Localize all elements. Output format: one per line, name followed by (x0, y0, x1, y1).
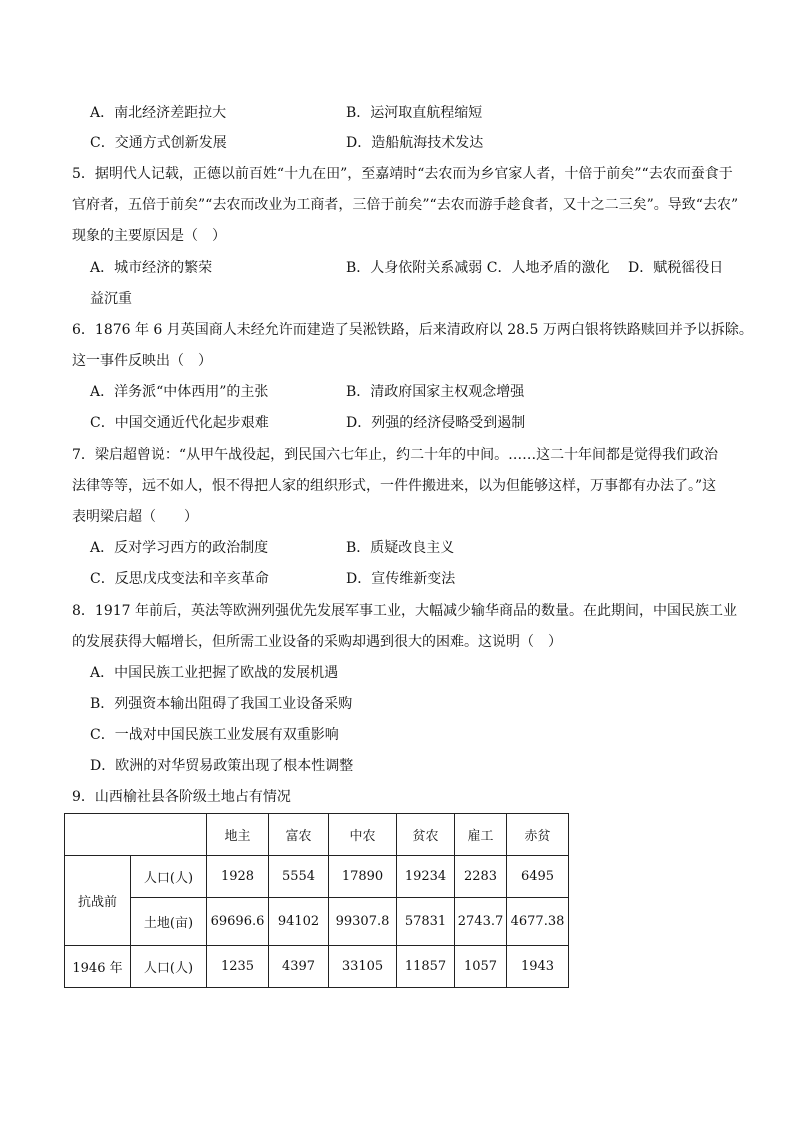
q8-option-a: A．中国民族工业把握了欧战的发展机遇 (90, 665, 339, 681)
q6-option-d: D．列强的经济侵略受到遏制 (346, 415, 526, 431)
header-cell: 富农 (269, 814, 329, 856)
q7-stem-line-3: 表明梁启超（ ） (72, 509, 198, 525)
q8-option-d: D．欧洲的对华贸易政策出现了根本性调整 (90, 758, 354, 774)
header-cell: 贫农 (397, 814, 455, 856)
q4-option-b: B．运河取直航程缩短 (346, 105, 483, 121)
q7-stem-line-1: 7．梁启超曾说：“从甲午战役起，到民国六七年止，约二十年的中间。……这二十年间都是觉得我们政治 (72, 447, 719, 463)
q6-option-c: C．中国交通近代化起步艰难 (90, 415, 269, 431)
header-cell: 中农 (329, 814, 397, 856)
q7-option-c: C．反思戊戌变法和辛亥革命 (90, 571, 269, 587)
q4-option-d: D．造船航海技术发达 (346, 135, 484, 151)
data-cell: 99307.8 (329, 898, 397, 946)
q5-option-d-wrap: 益沉重 (90, 291, 132, 307)
q6-option-a: A．洋务派“中体西用”的主张 (90, 384, 269, 400)
land-ownership-table (64, 813, 569, 988)
header-cell: 雇工 (455, 814, 507, 856)
q7-option-d: D．宣传维新变法 (346, 571, 456, 587)
q9-title: 9．山西榆社县各阶级土地占有情况 (72, 789, 291, 805)
q6-stem-line-2: 这一事件反映出（ ） (72, 353, 212, 369)
row-label-cell: 人口(人) (131, 946, 207, 988)
q6-stem-line-1: 6．1876 年 6 月英国商人未经允许而建造了吴淞铁路，后来清政府以 28.5 万两白银将铁路赎回并予以拆除。 (72, 322, 753, 338)
q4-option-c: C．交通方式创新发展 (90, 135, 227, 151)
row-label-cell: 人口(人) (131, 856, 207, 898)
data-cell: 1057 (455, 946, 507, 988)
period-cell: 抗战前 (65, 856, 131, 946)
q8-option-b: B．列强资本输出阻碍了我国工业设备采购 (90, 696, 353, 712)
data-cell: 19234 (397, 856, 455, 898)
data-cell: 1235 (207, 946, 269, 988)
q5-option-b-c: B．人身依附关系减弱 C．人地矛盾的激化 (346, 260, 610, 276)
data-cell: 2283 (455, 856, 507, 898)
data-cell: 33105 (329, 946, 397, 988)
q5-option-d: D．赋税徭役日 (628, 260, 724, 276)
table-header-row (65, 814, 569, 856)
data-cell: 1943 (507, 946, 569, 988)
data-cell: 69696.6 (207, 898, 269, 946)
data-cell: 6495 (507, 856, 569, 898)
q8-option-c: C．一战对中国民族工业发展有双重影响 (90, 727, 339, 743)
q6-option-b: B．清政府国家主权观念增强 (346, 384, 525, 400)
table-row (65, 856, 569, 898)
row-label-cell: 土地(亩) (131, 898, 207, 946)
header-cell: 地主 (207, 814, 269, 856)
data-cell: 2743.7 (455, 898, 507, 946)
table-row (65, 946, 569, 988)
data-cell: 94102 (269, 898, 329, 946)
q7-option-b: B．质疑改良主义 (346, 540, 455, 556)
data-cell: 1928 (207, 856, 269, 898)
data-cell: 4677.38 (507, 898, 569, 946)
q7-option-a: A．反对学习西方的政治制度 (90, 540, 269, 556)
data-cell: 5554 (269, 856, 329, 898)
period-cell: 1946 年 (65, 946, 131, 988)
q8-stem-line-1: 8．1917 年前后，英法等欧洲列强优先发展军事工业，大幅减少输华商品的数量。在此期间，中国民族工业 (72, 603, 737, 619)
data-cell: 4397 (269, 946, 329, 988)
q5-stem-line-1: 5．据明代人记载，正德以前百姓“十九在田”，至嘉靖时“去农而为乡官家人者，十倍于前矣”“去农而蚕食于 (72, 166, 733, 182)
data-cell: 57831 (397, 898, 455, 946)
q5-stem-line-2: 官府者，五倍于前矣”“去农而改业为工商者，三倍于前矣”“去农而游手趁食者，又十之二三矣”。导致“去农” (72, 197, 739, 213)
data-cell: 11857 (397, 946, 455, 988)
data-cell: 17890 (329, 856, 397, 898)
table-row (65, 898, 569, 946)
q7-stem-line-2: 法律等等，远不如人，恨不得把人家的组织形式，一件件搬进来，以为但能够这样，万事都有办法了。”这 (72, 478, 717, 494)
header-cell: 赤贫 (507, 814, 569, 856)
q5-option-a: A．城市经济的繁荣 (90, 260, 213, 276)
q4-option-a: A．南北经济差距拉大 (90, 105, 227, 121)
table-corner-cell (65, 814, 207, 856)
q5-stem-line-3: 现象的主要原因是（ ） (72, 228, 226, 244)
q8-stem-line-2: 的发展获得大幅增长，但所需工业设备的采购却遇到很大的困难。这说明（ ） (72, 634, 562, 650)
